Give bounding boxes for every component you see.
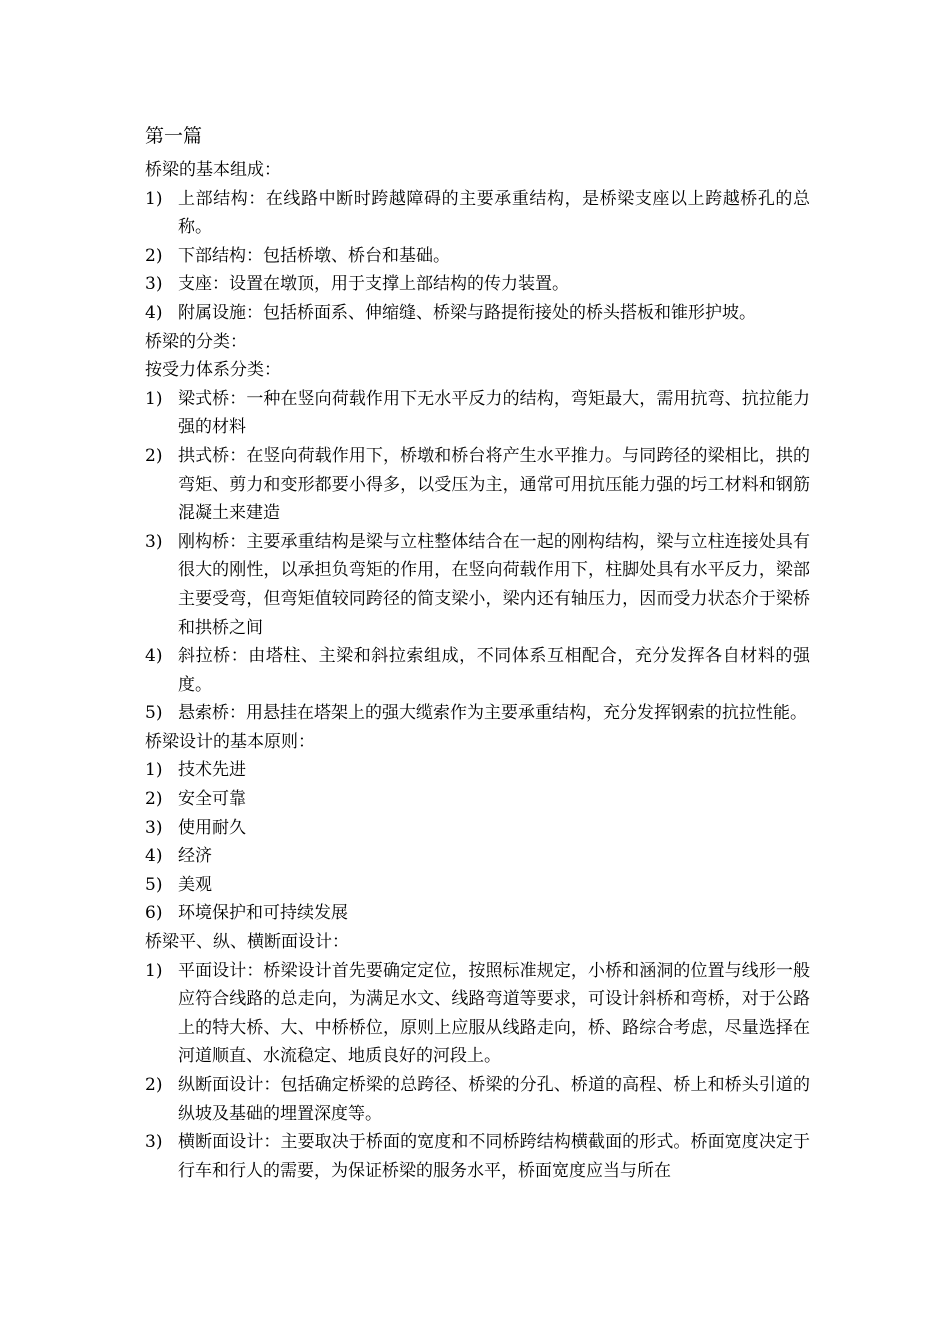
document-body (145, 122, 810, 1185)
list-item-number: 3) (145, 1132, 163, 1153)
list-item-text: 下部结构：包括桥墩、桥台和基础。 (178, 245, 450, 266)
list-item-number: 2) (145, 245, 163, 266)
list-item (145, 270, 810, 299)
list-item (145, 814, 810, 843)
document-section (145, 728, 810, 928)
list-item-text: 拱式桥：在竖向荷载作用下，桥墩和桥台将产生水平推力。与同跨径的梁相比，拱的弯矩、剪力和变形都要小得多，以受压为主，通常可用抗压能力强的圬工材料和钢筋混凝土来建造 (178, 445, 810, 524)
list-item (145, 1071, 810, 1128)
list-item-text: 安全可靠 (178, 789, 246, 810)
section-heading: 桥梁的分类： (145, 331, 247, 352)
document-section (145, 156, 810, 328)
list-item (145, 899, 810, 928)
list-item (145, 442, 810, 528)
list-item-number: 4) (145, 302, 163, 323)
list-item (145, 242, 810, 271)
list-item-text: 梁式桥：一种在竖向荷载作用下无水平反力的结构，弯矩最大，需用抗弯、抗拉能力强的材料 (178, 388, 810, 438)
section-heading: 桥梁平、纵、横断面设计： (145, 932, 349, 953)
list-item-number: 5) (145, 703, 163, 724)
list-item-number: 2) (145, 445, 163, 466)
numbered-list (145, 185, 810, 328)
list-item (145, 642, 810, 699)
list-item-number: 2) (145, 1075, 163, 1095)
numbered-list (145, 756, 810, 928)
list-item (145, 785, 810, 814)
section-heading: 按受力体系分类： (145, 360, 281, 381)
list-item (145, 299, 810, 328)
section-heading: 桥梁设计的基本原则： (145, 731, 315, 752)
list-item-text: 技术先进 (178, 760, 246, 781)
list-item-text: 美观 (178, 874, 212, 895)
list-item-number: 4) (145, 646, 163, 667)
list-item-text: 斜拉桥：由塔柱、主梁和斜拉索组成，不同体系互相配合，充分发挥各自材料的强度。 (178, 646, 810, 695)
list-item-text: 经济 (178, 846, 212, 867)
list-item (145, 385, 810, 442)
list-item-number: 4) (145, 846, 163, 867)
list-item-text: 支座：设置在墩顶，用于支撑上部结构的传力装置。 (178, 274, 569, 295)
numbered-list (145, 385, 810, 728)
list-item-number: 3) (145, 531, 163, 552)
list-item-text: 平面设计：桥梁设计首先要确定定位，按照标准规定，小桥和涵洞的位置与线形一般应符合线路的总走向，为满足水文、线路弯道等要求，可设计斜桥和弯桥，对于公路上的特大桥、大、中桥桥位，原则上应服从线路走向，桥、路综合考虑，尽量选择在河道顺直、水流稳定、地质良好的河段上。 (178, 960, 810, 1067)
list-item (145, 528, 810, 642)
list-item-number: 1) (145, 388, 163, 409)
list-item-text: 横断面设计：主要取决于桥面的宽度和不同桥跨结构横截面的形式。桥面宽度决定于行车和行人的需要，为保证桥梁的服务水平，桥面宽度应当与所在 (178, 1132, 810, 1181)
document-section (145, 928, 810, 1185)
document-title: 第一篇 (145, 125, 203, 147)
list-item-text: 使用耐久 (178, 817, 246, 838)
list-item (145, 957, 810, 1071)
section-heading: 桥梁的基本组成： (145, 160, 281, 180)
list-item-number: 1) (145, 760, 163, 781)
list-item (145, 756, 810, 785)
list-item-text: 环境保护和可持续发展 (178, 903, 348, 924)
list-item-text: 刚构桥：主要承重结构是梁与立柱整体结合在一起的刚构结构，梁与立柱连接处具有很大的刚性，以承担负弯矩的作用，在竖向荷载作用下，柱脚处具有水平反力，梁部主要受弯，但弯矩值较同跨径的简支梁小，梁内还有轴压力，因而受力状态介于梁桥和拱桥之间 (178, 531, 810, 638)
list-item-number: 3) (145, 817, 163, 838)
list-item (145, 842, 810, 871)
list-item-text: 纵断面设计：包括确定桥梁的总跨径、桥梁的分孔、桥道的高程、桥上和桥头引道的纵坡及基础的埋置深度等。 (178, 1075, 810, 1124)
list-item-text: 上部结构：在线路中断时跨越障碍的主要承重结构，是桥梁支座以上跨越桥孔的总称。 (178, 188, 810, 238)
list-item-text: 附属设施：包括桥面系、伸缩缝、桥梁与路提衔接处的桥头搭板和锥形护坡。 (178, 302, 756, 323)
list-item-number: 2) (145, 789, 163, 810)
document-sections (145, 156, 810, 1185)
list-item (145, 1128, 810, 1185)
list-item-number: 3) (145, 274, 163, 295)
list-item (145, 871, 810, 900)
list-item-text: 悬索桥：用悬挂在塔架上的强大缆索作为主要承重结构，充分发挥钢索的抗拉性能。 (178, 703, 807, 724)
list-item (145, 185, 810, 242)
list-item-number: 6) (145, 903, 163, 924)
document-section (145, 328, 810, 728)
list-item-number: 5) (145, 874, 163, 895)
list-item (145, 699, 810, 728)
list-item-number: 1) (145, 960, 163, 981)
list-item-number: 1) (145, 188, 163, 209)
numbered-list (145, 957, 810, 1186)
